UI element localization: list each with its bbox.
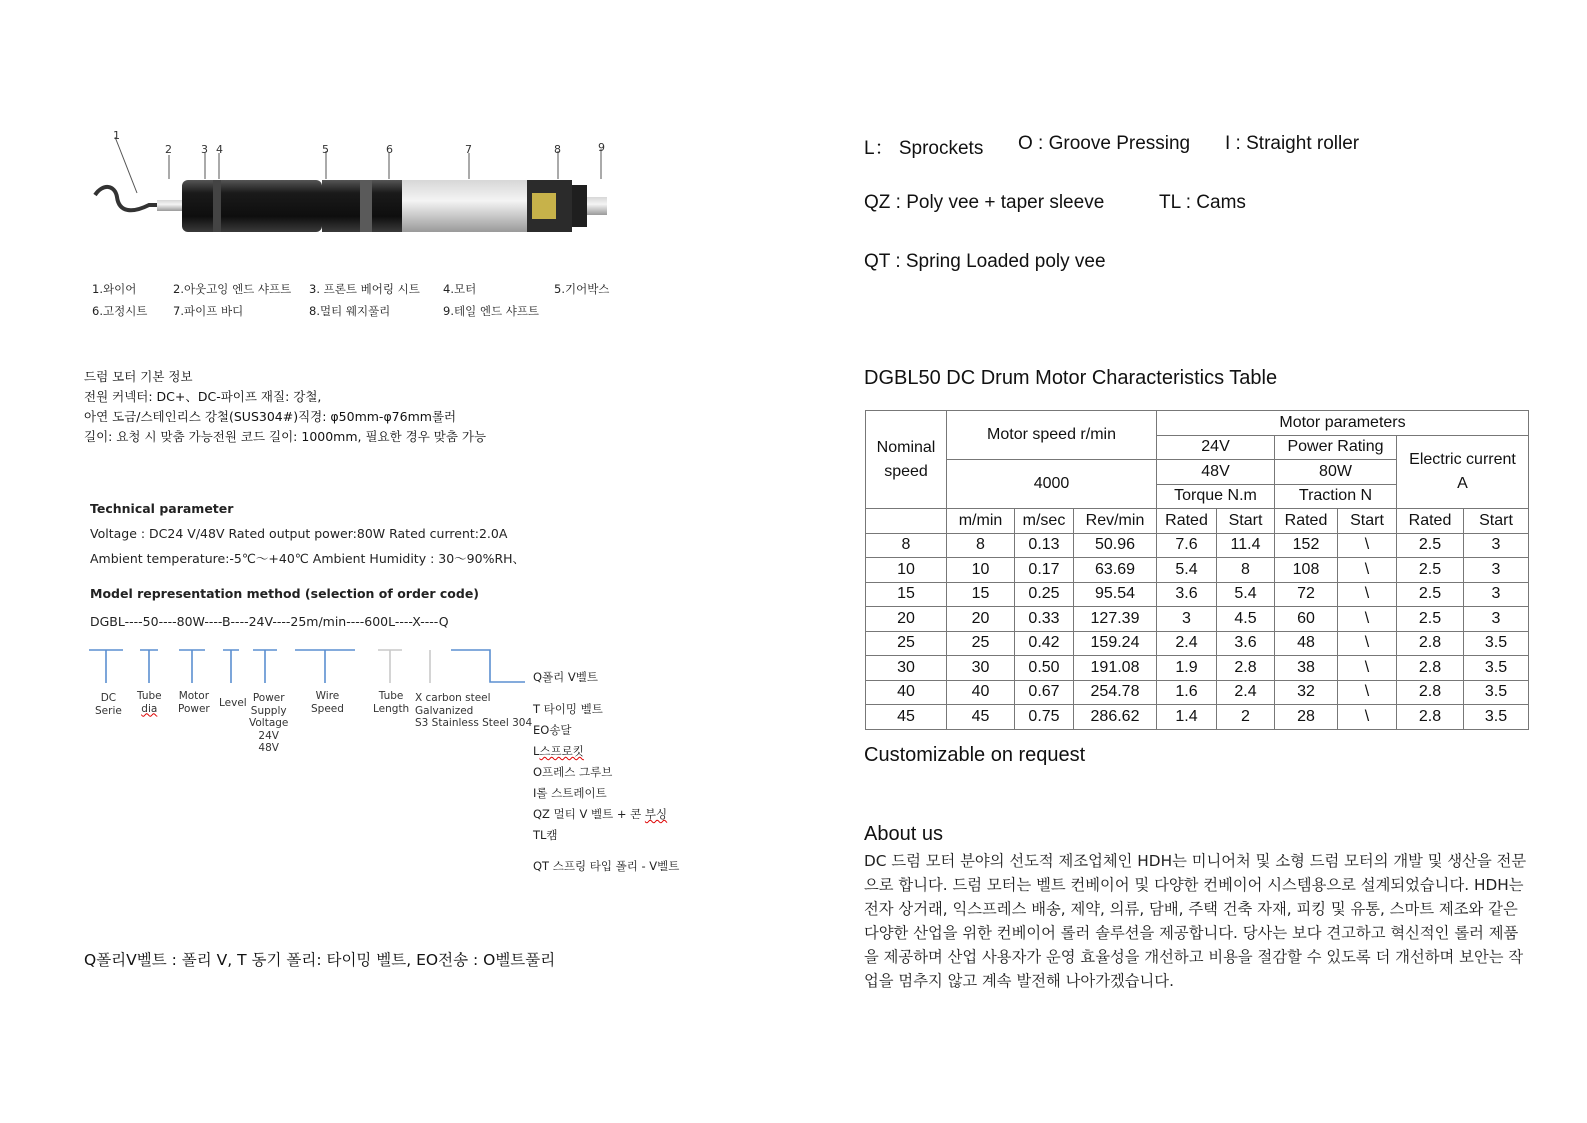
table-cell: 48 (1275, 631, 1338, 656)
table-title: DGBL50 DC Drum Motor Characteristics Table (864, 367, 1278, 389)
table-cell: 45 (947, 705, 1015, 730)
table-cell: 1.9 (1157, 656, 1217, 681)
callout-3: 3 (201, 143, 208, 156)
table-cell: 2.8 (1397, 631, 1464, 656)
table-cell: 2.5 (1397, 582, 1464, 607)
header-motor-parameters: Motor parameters (1157, 411, 1529, 436)
table-cell: \ (1338, 533, 1397, 558)
legend-qt: QT 스프링 타입 폴리 - V벨트 (533, 859, 680, 873)
table-cell: 3 (1464, 533, 1529, 558)
table-cell: \ (1338, 680, 1397, 705)
table-cell: 20 (947, 607, 1015, 632)
callout-4: 4 (216, 143, 223, 156)
table-cell: 0.50 (1015, 656, 1074, 681)
subheader-cell: Start (1217, 509, 1275, 534)
table-cell: 60 (1275, 607, 1338, 632)
characteristics-table (865, 410, 1529, 730)
table-cell: 10 (866, 558, 947, 583)
label-wire-speed: Wire Speed (311, 690, 344, 715)
part-5: 5.기어박스 (554, 282, 610, 296)
label-dc-serie: DC Serie (95, 692, 122, 717)
table-cell: 159.24 (1074, 631, 1157, 656)
table-cell: \ (1338, 656, 1397, 681)
legend-qz: QZ 멀티 V 벨트 + 콘 부싱 (533, 807, 668, 821)
table-cell: \ (1338, 558, 1397, 583)
table-cell: 3 (1464, 582, 1529, 607)
table-cell: 3 (1157, 607, 1217, 632)
code-poly-vee-taper: QZ : Poly vee + taper sleeve (864, 192, 1105, 213)
table-cell: 2.5 (1397, 558, 1464, 583)
table-row (866, 631, 1529, 656)
label-power-supply: Power Supply Voltage 24V 48V (249, 692, 289, 754)
table-cell: 3.5 (1464, 656, 1529, 681)
basic-info-line-2: 아연 도금/스테인리스 강철(SUS304#)직경: φ50mm-φ76mm롤러 (84, 409, 457, 424)
basic-info-line-3: 길이: 요청 시 맞춤 가능전원 코드 길이: 1000mm, 필요한 경우 맞춤 가능 (84, 429, 487, 444)
part-3: 3. 프론트 베어링 시트 (309, 282, 420, 296)
label-level: Level (219, 697, 247, 709)
callout-9: 9 (598, 141, 605, 154)
subheader-cell: Rated (1275, 509, 1338, 534)
table-row (866, 656, 1529, 681)
subheader-cell: Rated (1157, 509, 1217, 534)
table-cell: 11.4 (1217, 533, 1275, 558)
part-8: 8.멀티 웨지풀리 (309, 304, 391, 318)
table-cell: 1.4 (1157, 705, 1217, 730)
part-7: 7.파이프 바디 (173, 304, 244, 318)
technical-parameter (90, 496, 525, 606)
drum-motor-diagram (85, 125, 645, 250)
customizable-note: Customizable on request (864, 744, 1086, 766)
table-cell: 2.4 (1157, 631, 1217, 656)
callout-8: 8 (554, 143, 561, 156)
table-cell: 25 (947, 631, 1015, 656)
legend-t: T 타이밍 벨트 (533, 702, 603, 716)
table-cell: 254.78 (1074, 680, 1157, 705)
subheader-cell: m/min (947, 509, 1015, 534)
code-spring-loaded: QT : Spring Loaded poly vee (864, 251, 1106, 272)
table-cell: 8 (1217, 558, 1275, 583)
table-cell: 63.69 (1074, 558, 1157, 583)
table-cell: 3.5 (1464, 680, 1529, 705)
table-cell: 30 (947, 656, 1015, 681)
subheader-cell: Start (1338, 509, 1397, 534)
basic-info (84, 367, 486, 447)
table-cell: 152 (1275, 533, 1338, 558)
table-cell: 3.5 (1464, 631, 1529, 656)
label-tube-length: Tube Length (373, 690, 410, 715)
table-cell: 0.25 (1015, 582, 1074, 607)
tech-title: Technical parameter (90, 501, 234, 516)
table-cell: 3.6 (1217, 631, 1275, 656)
table-row (866, 582, 1529, 607)
table-cell: 4.5 (1217, 607, 1275, 632)
header-motor-speed: Motor speed r/min (947, 411, 1157, 460)
table-row (866, 533, 1529, 558)
table-cell: 191.08 (1074, 656, 1157, 681)
table-cell: 8 (947, 533, 1015, 558)
table-cell: \ (1338, 607, 1397, 632)
header-nominal-speed: Nominal speed (866, 411, 947, 509)
tech-line-1: Voltage : DC24 V/48V Rated output power:80W Rated current:2.0A (90, 526, 508, 541)
table-subheader-row (866, 509, 1529, 534)
table-cell: 32 (1275, 680, 1338, 705)
legend-q: Q폴리 V벨트 (533, 670, 599, 684)
table-cell: 3 (1464, 607, 1529, 632)
table-cell: 5.4 (1157, 558, 1217, 583)
table-cell: 95.54 (1074, 582, 1157, 607)
callout-7: 7 (465, 143, 472, 156)
table-cell: 3.5 (1464, 705, 1529, 730)
order-code-brackets (85, 645, 525, 690)
header-traction: Traction N (1275, 484, 1397, 509)
code-sprockets: L： Sprockets (864, 138, 984, 159)
callout-5: 5 (322, 143, 329, 156)
table-row (866, 705, 1529, 730)
table-cell: 7.6 (1157, 533, 1217, 558)
table-cell: 10 (947, 558, 1015, 583)
legend-i: I롤 스트레이트 (533, 786, 607, 800)
table-cell: 38 (1275, 656, 1338, 681)
part-4: 4.모터 (443, 282, 477, 296)
table-cell: 45 (866, 705, 947, 730)
part-2: 2.아웃고잉 엔드 샤프트 (173, 282, 292, 296)
table-cell: 15 (866, 582, 947, 607)
table-cell: 20 (866, 607, 947, 632)
table-cell: 2.5 (1397, 533, 1464, 558)
table-cell: 1.6 (1157, 680, 1217, 705)
header-electric-current: Electric current A (1397, 435, 1529, 509)
header-torque: Torque N.m (1157, 484, 1275, 509)
legend-tl: TL캠 (533, 828, 558, 842)
subheader-blank (866, 509, 947, 534)
code-straight-roller: I : Straight roller (1225, 133, 1360, 154)
table-cell: \ (1338, 705, 1397, 730)
header-80w: 80W (1275, 460, 1397, 485)
table-cell: 286.62 (1074, 705, 1157, 730)
legend-l: L스프로킷 (533, 744, 584, 758)
table-cell: 30 (866, 656, 947, 681)
tech-line-2: Ambient temperature:-5℃～+40℃ Ambient Humidity : 30～90%RH、 (90, 551, 526, 566)
table-cell: 0.75 (1015, 705, 1074, 730)
legend-eo: EO송달 (533, 723, 572, 737)
about-body: DC 드럼 모터 분야의 선도적 제조업체인 HDH는 미니어처 및 소형 드럼 모터의 개발 및 생산을 전문으로 합니다. 드럼 모터는 벨트 컨베이어 및 다양한 컨베이어 시스템용으로 설계되었습니다. HDH는 전자 상거래, 익스프레스 배송, 제약, 의류, 담배, 주택 건축 자재, 피킹 및 유통, 스마트 제조와 같은 다양한 산업을 위한 컨베이어 롤러 솔루션을 제공합니다. 당사는 보다 견고하고 혁신적인 롤러 제품을 제공하며 산업 사용자가 운영 효율성을 개선하고 비용을 절감할 수 있도록 더 개선하며 보안는 작업을 멈추지 않고 계속 발전해 나아가겠습니다. (864, 852, 1527, 990)
table-cell: 108 (1275, 558, 1338, 583)
part-1: 1.와이어 (92, 282, 137, 296)
header-24v: 24V (1157, 435, 1275, 460)
table-cell: 15 (947, 582, 1015, 607)
header-4000: 4000 (947, 460, 1157, 509)
table-cell: 2.8 (1397, 705, 1464, 730)
table-cell: \ (1338, 582, 1397, 607)
table-cell: 50.96 (1074, 533, 1157, 558)
table-cell: 2.8 (1397, 680, 1464, 705)
table-cell: 2.4 (1217, 680, 1275, 705)
header-48v: 48V (1157, 460, 1275, 485)
table-cell: 3.6 (1157, 582, 1217, 607)
table-cell: 5.4 (1217, 582, 1275, 607)
table-cell: 2 (1217, 705, 1275, 730)
part-9: 9.테일 엔드 샤프트 (443, 304, 540, 318)
basic-info-line-1: 전원 커넥터: DC+、DC-파이프 재질: 강철, (84, 389, 322, 404)
table-row (866, 680, 1529, 705)
subheader-cell: Rev/min (1074, 509, 1157, 534)
code-groove-pressing: O : Groove Pressing (1018, 133, 1191, 154)
table-cell: 2.8 (1217, 656, 1275, 681)
table-cell: 28 (1275, 705, 1338, 730)
table-cell: 40 (947, 680, 1015, 705)
table-cell: 0.13 (1015, 533, 1074, 558)
label-material: X carbon steel Galvanized S3 Stainless Steel 304 (415, 692, 533, 729)
callout-1: 1 (113, 129, 120, 142)
table-cell: 0.17 (1015, 558, 1074, 583)
callout-6: 6 (386, 143, 393, 156)
model-title: Model representation method (selection of order code) (90, 586, 480, 601)
callout-2: 2 (165, 143, 172, 156)
header-power-rating: Power Rating (1275, 435, 1397, 460)
table-cell: 25 (866, 631, 947, 656)
table-cell: 2.8 (1397, 656, 1464, 681)
table-cell: 127.39 (1074, 607, 1157, 632)
subheader-cell: m/sec (1015, 509, 1074, 534)
subheader-cell: Rated (1397, 509, 1464, 534)
table-cell: 0.42 (1015, 631, 1074, 656)
about-title: About us (864, 823, 943, 845)
part-6: 6.고정시트 (92, 304, 148, 318)
label-tube-dia: Tube dia (137, 690, 162, 715)
table-cell: 0.33 (1015, 607, 1074, 632)
table-cell: 3 (1464, 558, 1529, 583)
subheader-cell: Start (1464, 509, 1529, 534)
label-motor-power: Motor Power (178, 690, 210, 715)
table-row (866, 607, 1529, 632)
table-cell: 40 (866, 680, 947, 705)
table-cell: 2.5 (1397, 607, 1464, 632)
table-cell: 0.67 (1015, 680, 1074, 705)
code-cams: TL : Cams (1159, 192, 1246, 213)
legend-o: O프레스 그루브 (533, 765, 613, 779)
table-cell: \ (1338, 631, 1397, 656)
basic-info-title: 드럼 모터 기본 정보 (84, 369, 193, 384)
table-row (866, 558, 1529, 583)
table-cell: 8 (866, 533, 947, 558)
table-cell: 72 (1275, 582, 1338, 607)
order-code: DGBL----50----80W----B----24V----25m/min----600L----X----Q (90, 614, 449, 629)
pulley-note: Q폴리V벨트 : 폴리 V, T 동기 폴리: 타이밍 벨트, EO전송 : O벨트풀리 (84, 951, 556, 969)
